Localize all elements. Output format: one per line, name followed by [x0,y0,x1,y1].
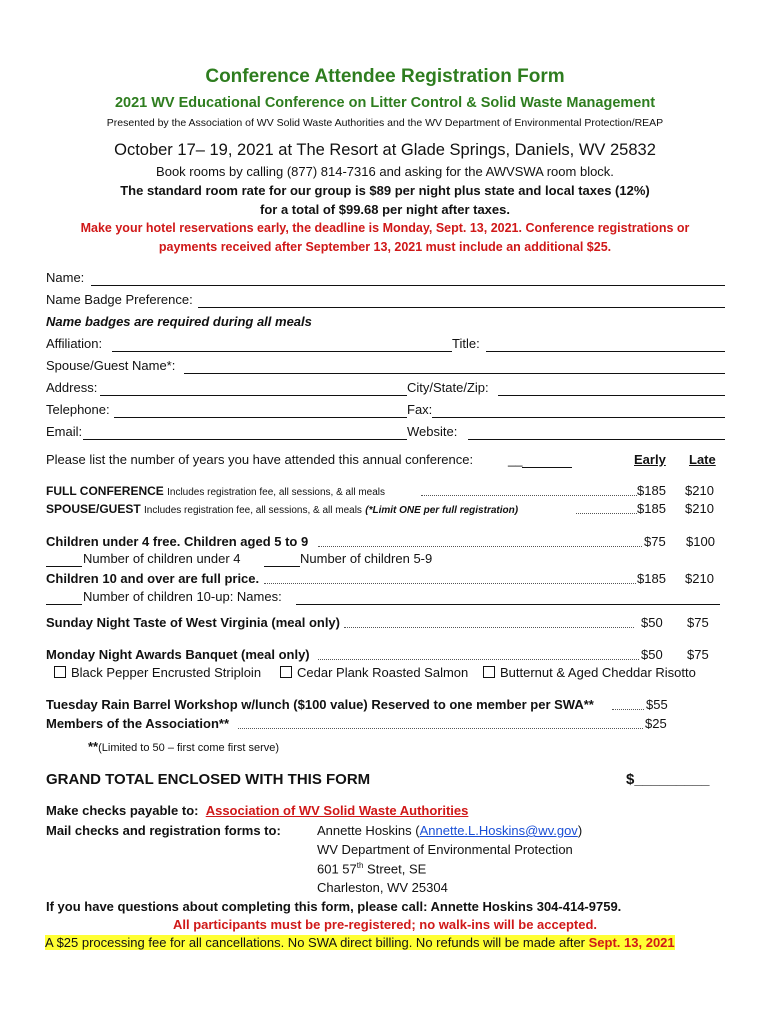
workshop-label: Tuesday Rain Barrel Workshop w/lunch ($100 value) Reserved to one member per SWA** [46,697,594,712]
children10-count-field[interactable] [46,604,82,605]
children-early: $75 [644,534,666,549]
full-conference-late: $210 [685,483,714,498]
limit-note-row [88,738,279,756]
payable-to: Association of WV Solid Waste Authorities [205,803,469,818]
badge-field[interactable] [198,307,725,308]
leader-dots [318,546,642,547]
leader-dots [344,627,634,628]
website-field[interactable] [468,439,725,440]
late-header: Late [689,452,716,467]
spouse-guest-row [46,502,518,516]
children10-early: $185 [637,571,666,586]
members-price: $25 [645,716,667,731]
spouse-field[interactable] [184,373,725,374]
leader-dots [421,495,637,496]
affiliation-label: Affiliation: [46,336,103,351]
spouse-guest-desc: Includes registration fee, all sessions, & all meals [144,505,362,516]
contact-close: ) [577,823,583,838]
monday-banquet-late: $75 [687,647,709,662]
grand-total-field[interactable]: $_________ [626,771,710,788]
mail-address1: WV Department of Environmental Protection [317,842,573,857]
members-label: Members of the Association** [46,716,230,731]
fax-field[interactable] [432,417,725,418]
dates-location: October 17– 19, 2021 at The Resort at Glade Springs, Daniels, WV 25832 [114,141,656,159]
under4-label: Number of children under 4 [83,551,241,566]
leader-dots [612,709,644,710]
children-label: Children under 4 free. Children aged 5 to 9 [46,534,309,549]
meal-option-label: Butternut & Aged Cheddar Risotto [500,665,696,680]
cancellation-date: Sept. 13, 2021 [588,935,675,950]
early-header: Early [634,452,666,467]
payable-label: Make checks payable to [46,803,195,818]
leader-dots [238,728,643,729]
name-label: Name: [46,270,85,285]
contact-email-link[interactable]: Annette.L.Hoskins@wv.gov [419,823,578,838]
meal-option-striploin[interactable] [54,665,261,680]
years-attended-blank: __ [508,452,523,467]
leader-dots [576,513,637,514]
full-conference-row [46,484,385,498]
contact-row [317,823,582,838]
telephone-label: Telephone: [46,402,110,417]
cancellation-text: A $25 processing fee for all cancellations. No SWA direct billing. No refunds will be made after [45,935,589,950]
limit-stars: ** [88,739,99,754]
full-conference-early: $185 [637,483,666,498]
age5to9-label: Number of children 5-9 [300,551,433,566]
years-attended-field[interactable] [522,467,572,468]
grand-total-label: GRAND TOTAL ENCLOSED WITH THIS FORM [46,771,371,788]
full-conference-desc: Includes registration fee, all sessions, & all meals [167,487,386,498]
mail-address3: Charleston, WV 25304 [317,880,448,895]
telephone-field[interactable] [114,417,407,418]
checkbox[interactable] [280,666,292,678]
email-label: Email: [46,424,83,439]
leader-dots [318,659,639,660]
full-conference-label: FULL CONFERENCE [46,484,164,498]
children10up-label: Number of children 10-up: Names: [83,589,282,604]
address2-post: Street, SE [363,861,427,877]
spouse-guest-note: (*Limit ONE per full registration) [365,505,519,516]
sunday-dinner-early: $50 [641,615,663,630]
under4-count-field[interactable] [46,566,82,567]
name-field[interactable] [91,285,725,286]
monday-banquet-label: Monday Night Awards Banquet (meal only) [46,647,310,662]
spouse-guest-early: $185 [637,501,666,516]
title-field[interactable] [486,351,725,352]
preregistered-notice: All participants must be pre-registered; no walk-ins will be accepted. [172,917,598,932]
meal-option-salmon[interactable] [280,665,468,680]
mail-label: Mail checks and registration forms to: [46,823,281,838]
website-label: Website: [407,424,458,439]
deadline-line1: Make your hotel reservations early, the deadline is Monday, Sept. 13, 2021. Conference registrations or [80,221,690,235]
city-label: City/State/Zip: [407,380,489,395]
booking-info: Book rooms by calling (877) 814-7316 and asking for the AWVSWA room block. [156,164,614,179]
room-rate-line2: for a total of $99.68 per night after taxes. [260,202,510,217]
affiliation-field[interactable] [112,351,452,352]
children-late: $100 [686,534,715,549]
address-field[interactable] [100,395,407,396]
spouse-guest-label: SPOUSE/GUEST [46,502,141,516]
mail-address2 [317,861,426,876]
leader-dots [264,583,636,584]
spouse-guest-late: $210 [685,501,714,516]
fax-label: Fax: [407,402,433,417]
meal-option-risotto[interactable] [483,665,696,680]
monday-banquet-early: $50 [641,647,663,662]
badge-note: Name badges are required during all meals [46,314,312,329]
conference-subtitle: 2021 WV Educational Conference on Litter Control & Solid Waste Management [114,95,656,111]
meal-option-label: Cedar Plank Roasted Salmon [297,665,469,680]
address2-sup: th [356,861,364,870]
city-field[interactable] [498,395,725,396]
title-label: Title: [452,336,480,351]
payable-row: Make checks payable to: Association of WV Solid Waste Authorities [46,803,469,818]
email-field[interactable] [83,439,407,440]
checkbox[interactable] [483,666,495,678]
children10-late: $210 [685,571,714,586]
sunday-dinner-late: $75 [687,615,709,630]
checkbox[interactable] [54,666,66,678]
questions-line: If you have questions about completing this form, please call: Annette Hoskins 304-414-9759. [46,899,622,914]
children10-names-field[interactable] [296,604,720,605]
room-rate-line1: The standard room rate for our group is $89 per night plus state and local taxes (12%) [120,183,650,198]
age5to9-count-field[interactable] [264,566,300,567]
children10-label: Children 10 and over are full price. [46,571,260,586]
cancellation-notice [45,935,675,950]
form-title: Conference Attendee Registration Form [205,66,565,87]
contact-name: Annette Hoskins ( [317,823,420,838]
presented-by: Presented by the Association of WV Solid Waste Authorities and the WV Department of Environmental Protection/REAP [106,117,664,129]
sunday-dinner-label: Sunday Night Taste of West Virginia (meal only) [46,615,340,630]
badge-label: Name Badge Preference: [46,292,193,307]
deadline-line2: payments received after September 13, 2021 must include an additional $25. [158,240,612,254]
meal-option-label: Black Pepper Encrusted Striploin [71,665,262,680]
address-label: Address: [46,380,98,395]
spouse-label: Spouse/Guest Name*: [46,358,176,373]
address2-pre: 601 57 [317,861,357,877]
workshop-price: $55 [646,697,668,712]
years-attended-question: Please list the number of years you have attended this annual conference: [46,452,474,467]
limit-note: (Limited to 50 – first come first serve) [98,742,280,754]
